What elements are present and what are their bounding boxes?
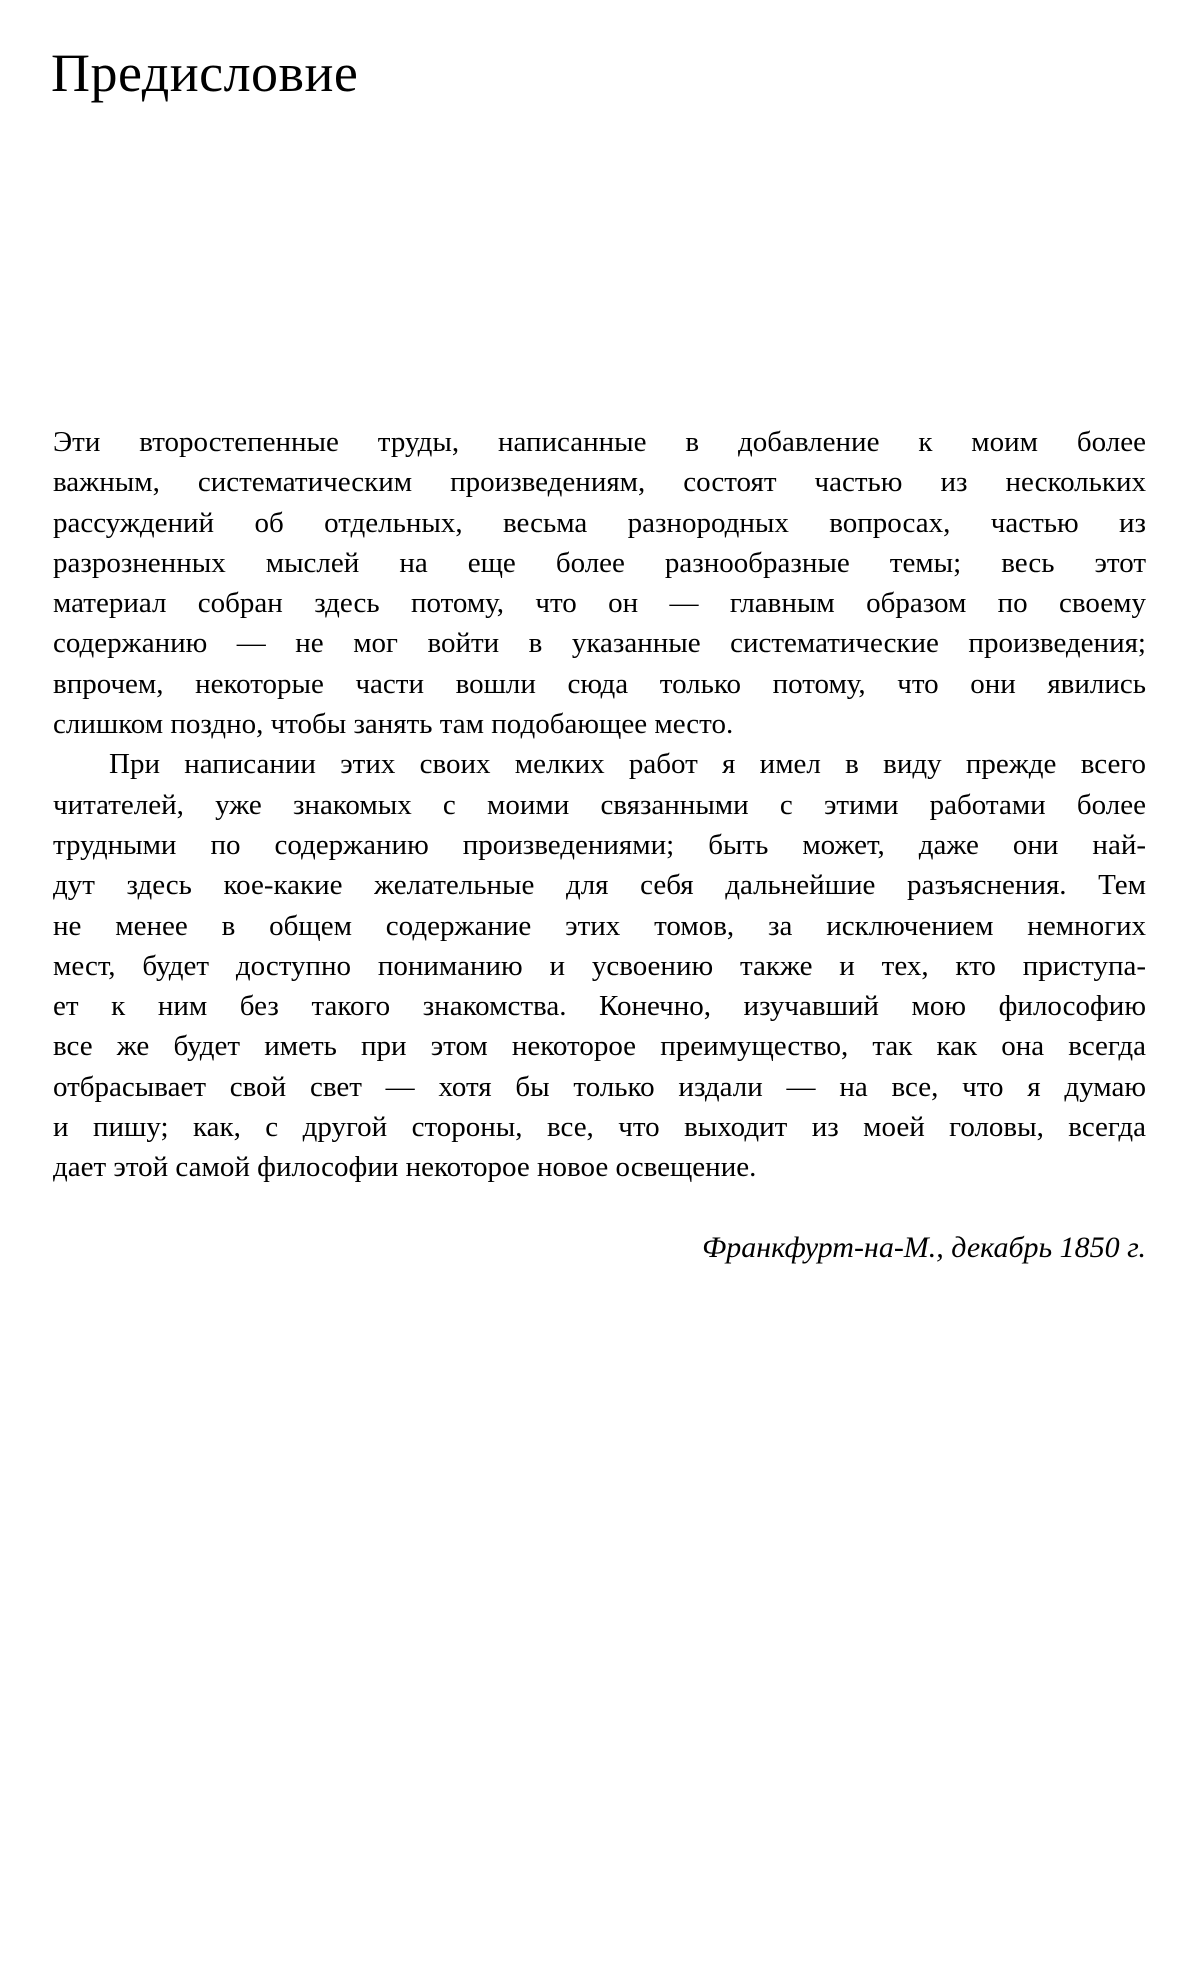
signature-place-date: Франкфурт-на-М., декабрь 1850 г. [702, 1231, 1146, 1264]
text-line: трудными по содержанию произведениями; быть может, даже они най- [53, 828, 1146, 861]
text-line: слишком поздно, чтобы занять там подобающее место. [53, 708, 734, 741]
text-line: отбрасывает свой свет — хотя бы только издали — на все, что я думаю [53, 1070, 1146, 1103]
text-line: все же будет иметь при этом некоторое преимущество, так как она всегда [53, 1030, 1146, 1063]
text-line: ет к ним без такого знакомства. Конечно, изучавший мою философию [53, 990, 1146, 1023]
text-line: важным, систематическим произведениям, состоят частью из нескольких [53, 466, 1146, 499]
text-line: содержанию — не мог войти в указанные систематические произведения; [53, 627, 1146, 660]
text-line: дут здесь кое-какие желательные для себя дальнейшие разъяснения. Тем [53, 869, 1146, 902]
text-line: читателей, уже знакомых с моими связанными с этими работами более [53, 788, 1146, 821]
text-line: и пишу; как, с другой стороны, все, что выходит из моей головы, всегда [53, 1111, 1146, 1144]
text-line: рассуждений об отдельных, весьма разнородных вопросах, частью из [53, 506, 1146, 539]
text-line: разрозненных мыслей на еще более разнообразные темы; весь этот [53, 546, 1146, 579]
page-title: Предисловие [51, 43, 359, 103]
text-line: При написании этих своих мелких работ я имел в виду прежде всего [109, 748, 1146, 781]
text-line: впрочем, некоторые части вошли сюда только потому, что они явились [53, 667, 1146, 700]
text-line: материал собран здесь потому, что он — главным образом по своему [53, 587, 1146, 620]
paragraph-1 [53, 422, 1146, 744]
paragraph-2 [53, 744, 1146, 1187]
body-text [53, 422, 1146, 1188]
text-line: мест, будет доступно пониманию и усвоению также и тех, кто приступа- [53, 949, 1146, 982]
text-line: дает этой самой философии некоторое новое освещение. [53, 1151, 757, 1184]
text-line: Эти второстепенные труды, написанные в добавление к моим более [53, 426, 1146, 458]
text-line: не менее в общем содержание этих томов, за исключением немногих [53, 909, 1146, 942]
